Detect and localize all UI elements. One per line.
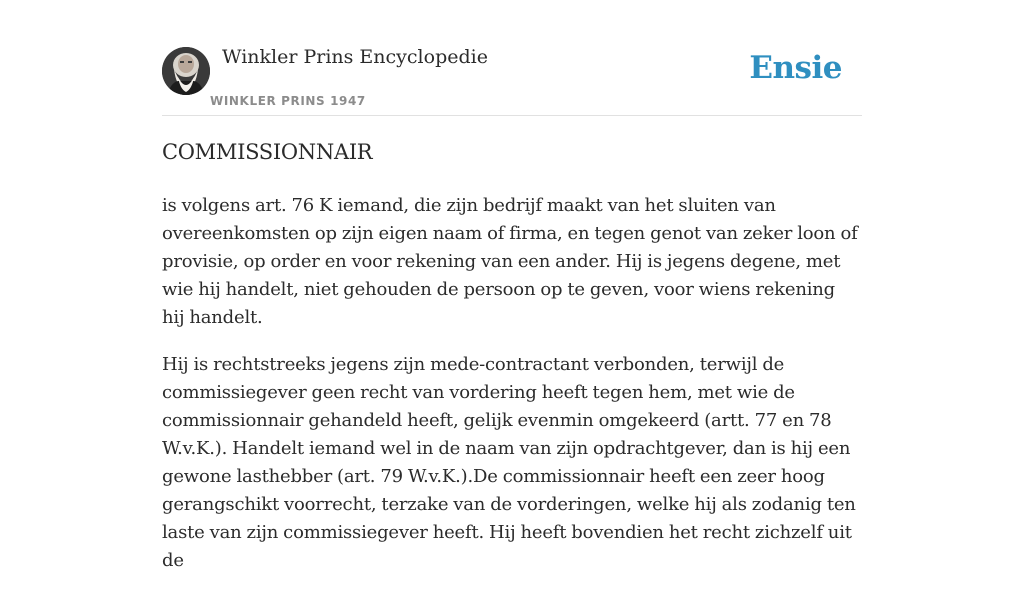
site-header [162, 0, 862, 116]
article-paragraph: is volgens art. 76 K iemand, die zijn bedrijf maakt van het sluiten van overeenkomsten op zijn eigen naam of firma, en tegen genot van zeker loon of provisie, op order en voor rekening van een ander. Hij is jegens degene, met wie hij handelt, niet gehouden de persoon op te geven, voor wiens rekening hij handelt. [162, 195, 858, 328]
site-name[interactable]: Winkler Prins Encyclopedie [222, 46, 488, 68]
article-body [162, 192, 862, 594]
article-paragraph: Hij is rechtstreeks jegens zijn mede-contractant verbonden, terwijl de commissiegever geen recht van vordering heeft tegen hem, met wie de commissionnair gehandeld heeft, gelijk evenmin omgekeerd (artt. 77 en 78 W.v.K.). Handelt iemand wel in de naam van zijn opdrachtgever, dan is hij een gewone lasthebber (art. 79 W.v.K.).De commissionnair heeft een zeer hoog gerangschikt voorrecht, terzake van de vorderingen, welke hij als zodanig ten laste van zijn commissiegever heeft. Hij heeft bovendien het recht zichzelf uit de [162, 354, 856, 571]
page-title: COMMISSIONNAIR [162, 140, 373, 164]
brand-logo[interactable]: Ensie [749, 50, 842, 86]
edition-label[interactable]: WINKLER PRINS 1947 [210, 94, 366, 108]
page [162, 0, 862, 571]
bearded-man-portrait-icon [162, 47, 210, 95]
avatar[interactable] [162, 47, 210, 95]
